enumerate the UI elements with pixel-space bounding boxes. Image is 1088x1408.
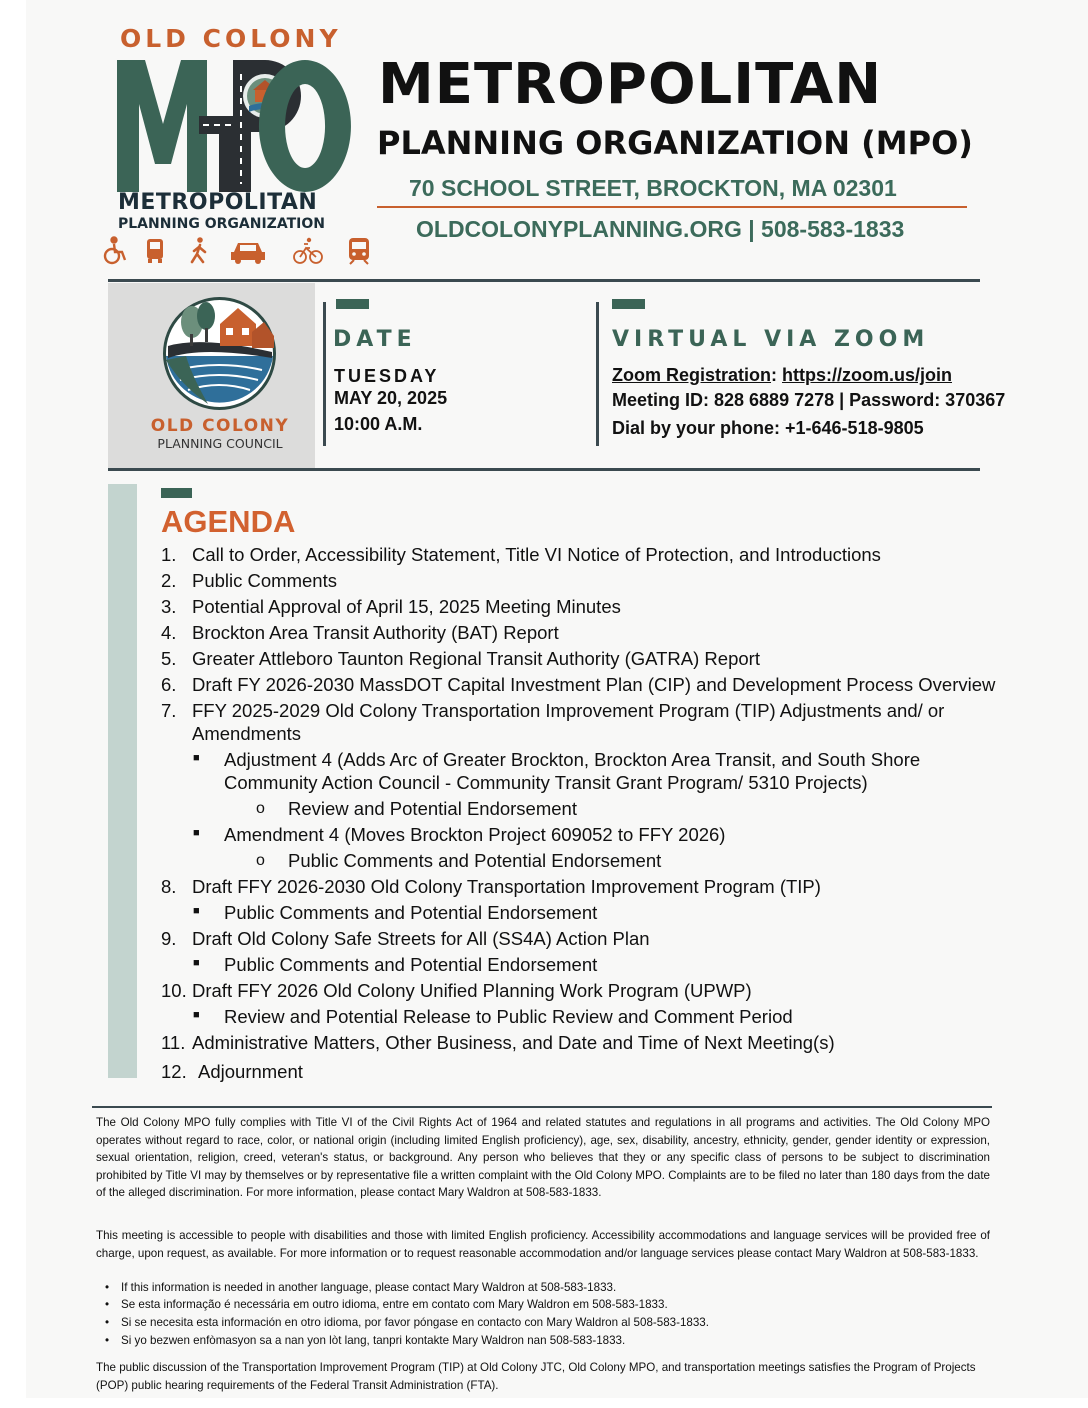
agenda-item: 9. Draft Old Colony Safe Streets for All (SS4A) Action Plan (161, 928, 650, 949)
agenda-item: 2. Public Comments (161, 570, 337, 591)
zoom-label: VIRTUAL VIA ZOOM (612, 327, 930, 352)
bullet-square: ■ (193, 905, 200, 917)
agenda-subitem-continued: Community Action Council - Community Transit Grant Program/ 5310 Projects) (224, 772, 868, 793)
language-item: • Se esta informação é necessária em outro idioma, entre em contato com Mary Waldron em 508-583-1833. (105, 1298, 668, 1311)
council-name: OLD COLONY (150, 416, 290, 436)
wheelchair-icon (105, 238, 125, 264)
transport-icons-row (100, 236, 380, 266)
date-label: DATE (333, 327, 417, 352)
agenda-item: 7. FFY 2025-2029 Old Colony Transportation Improvement Program (TIP) Adjustments and/ or (161, 700, 945, 721)
agenda-item: 8. Draft FFY 2026-2030 Old Colony Transportation Improvement Program (TIP) (161, 876, 821, 897)
zoom-registration (612, 365, 952, 386)
zoom-divider (596, 302, 599, 446)
bullet-square: ■ (193, 957, 200, 969)
agenda-subitem: Review and Potential Release to Public Review and Comment Period (224, 1006, 793, 1027)
footer-divider (92, 1106, 992, 1108)
band-top-rule (108, 279, 980, 282)
bullet-circle: o (256, 800, 265, 817)
bicycle-icon (294, 238, 322, 263)
agenda-subitem: Public Comments and Potential Endorsement (224, 954, 598, 975)
zoom-registration-link[interactable]: https://zoom.us/join (782, 365, 952, 385)
car-icon (231, 243, 265, 264)
meeting-date: MAY 20, 2025 (334, 388, 448, 408)
agenda-item: 5. Greater Attleboro Taunton Regional Transit Authority (GATRA) Report (161, 648, 760, 669)
agenda-item: 3. Potential Approval of April 15, 2025 Meeting Minutes (161, 596, 621, 617)
language-item: • Si se necesita esta información en otro idioma, por favor póngase en contacto con Mary Waldron al 508-583-1833. (105, 1316, 709, 1329)
bullet-square: ■ (193, 1009, 200, 1021)
agenda-subitem: Amendment 4 (Moves Brockton Project 609052 to FFY 2026) (224, 824, 726, 845)
zoom-dial-in: Dial by your phone: +1-646-518-9805 (612, 418, 924, 438)
logo-top-text: OLD COLONY (120, 24, 342, 53)
council-subname: PLANNING COUNCIL (157, 436, 283, 451)
zoom-tab-marker (612, 299, 645, 309)
zoom-meeting-id: Meeting ID: 828 6889 7278 | Password: 370367 (612, 390, 1006, 410)
zoom-registration-label: Zoom Registration (612, 365, 772, 385)
header-website-phone: OLDCOLONYPLANNING.ORG | 508-583-1833 (416, 216, 905, 242)
agenda-subsubitem: Public Comments and Potential Endorsement (288, 850, 662, 871)
language-item: • If this information is needed in another language, please contact Mary Waldron at 508-583-1833. (105, 1281, 617, 1294)
logo-metropolitan-text: METROPOLITAN (118, 190, 318, 215)
agenda-item: 4. Brockton Area Transit Authority (BAT) Report (161, 622, 559, 643)
pop-notice: The public discussion of the Transportation Improvement Program (TIP) at Old Colony JTC, Old Colony MPO, and transportation meetings satisfies the Program of Projects (POP) public hearing requirements of the Federal Transit Administration (FTA). (96, 1361, 976, 1392)
agenda-subitem: Adjustment 4 (Adds Arc of Greater Brockton, Brockton Area Transit, and South Shore (224, 749, 921, 770)
meeting-day: TUESDAY (334, 366, 440, 386)
agenda-subsubitem: Review and Potential Endorsement (288, 798, 577, 819)
agenda-subitem: Public Comments and Potential Endorsement (224, 902, 598, 923)
band-bottom-rule (108, 468, 980, 471)
meeting-time: 10:00 A.M. (334, 414, 423, 434)
agenda-item: 11. Administrative Matters, Other Business, and Date and Time of Next Meeting(s) (161, 1032, 835, 1053)
agenda-item: 6. Draft FY 2026-2030 MassDOT Capital Investment Plan (CIP) and Development Process Overview (161, 674, 996, 695)
language-item: • Si yo bezwen enfòmasyon sa a nan yon lòt lang, tanpri kontakte Mary Waldron nan 508-583-1833. (105, 1334, 626, 1347)
date-divider (323, 302, 326, 446)
agenda-side-bar (108, 484, 137, 1078)
header-address: 70 SCHOOL STREET, BROCKTON, MA 02301 (409, 175, 897, 201)
accessibility-notice: This meeting is accessible to people with disabilities and those with limited English proficiency. Accessibility accommodations and language services will be provided free of charge, upon request, as available. For more information or to request reasonable accommodation and/or language services please contact Mary Waldron at 508-583-1833. (96, 1229, 990, 1260)
title-vi-notice: The Old Colony MPO fully complies with Title VI of the Civil Rights Act of 1964 and related statutes and regulations in all programs and activities. The Old Colony MPO operates without regard to race, color, or national origin (including limited English proficiency), age, sex, disability, ancestry, ethnicity, gender, gender identity or expression, sexual orientation, religion, creed, veteran's status, or background. Any person who believes that they or any specific class of persons to be subject to discrimination prohibited by Title VI may by themselves or by representative file a written complaint with the Old Colony MPO. Complaints are to be filed no later than 180 days from the date of the alleged discrimination. For more information, please contact Mary Waldron at 508-583-1833. (96, 1116, 990, 1199)
logo-planning-text: PLANNING ORGANIZATION (118, 216, 325, 232)
bullet-square: ■ (193, 752, 200, 764)
mpo-logo-graphic (115, 54, 355, 194)
bullet-square: ■ (193, 827, 200, 839)
agenda-item-continued: Amendments (192, 723, 301, 744)
bullet-circle: o (256, 852, 265, 869)
zoom-registration-sep: : (771, 365, 783, 385)
header-divider (377, 206, 967, 208)
train-icon (349, 238, 369, 264)
pedestrian-icon (192, 237, 205, 262)
agenda-item: 10. Draft FFY 2026 Old Colony Unified Planning Work Program (UPWP) (161, 980, 752, 1001)
agenda-item: 1. Call to Order, Accessibility Statement, Title VI Notice of Protection, and Introductions (161, 544, 881, 565)
agenda-item: 12. Adjournment (161, 1061, 303, 1082)
agenda-tab-marker (161, 488, 192, 498)
date-tab-marker (336, 299, 369, 309)
council-logo-emblem (162, 296, 277, 411)
header-subtitle: PLANNING ORGANIZATION (MPO) (377, 124, 973, 162)
bus-icon (147, 239, 163, 263)
agenda-title: AGENDA (161, 504, 296, 539)
header-title: METROPOLITAN (378, 52, 883, 117)
